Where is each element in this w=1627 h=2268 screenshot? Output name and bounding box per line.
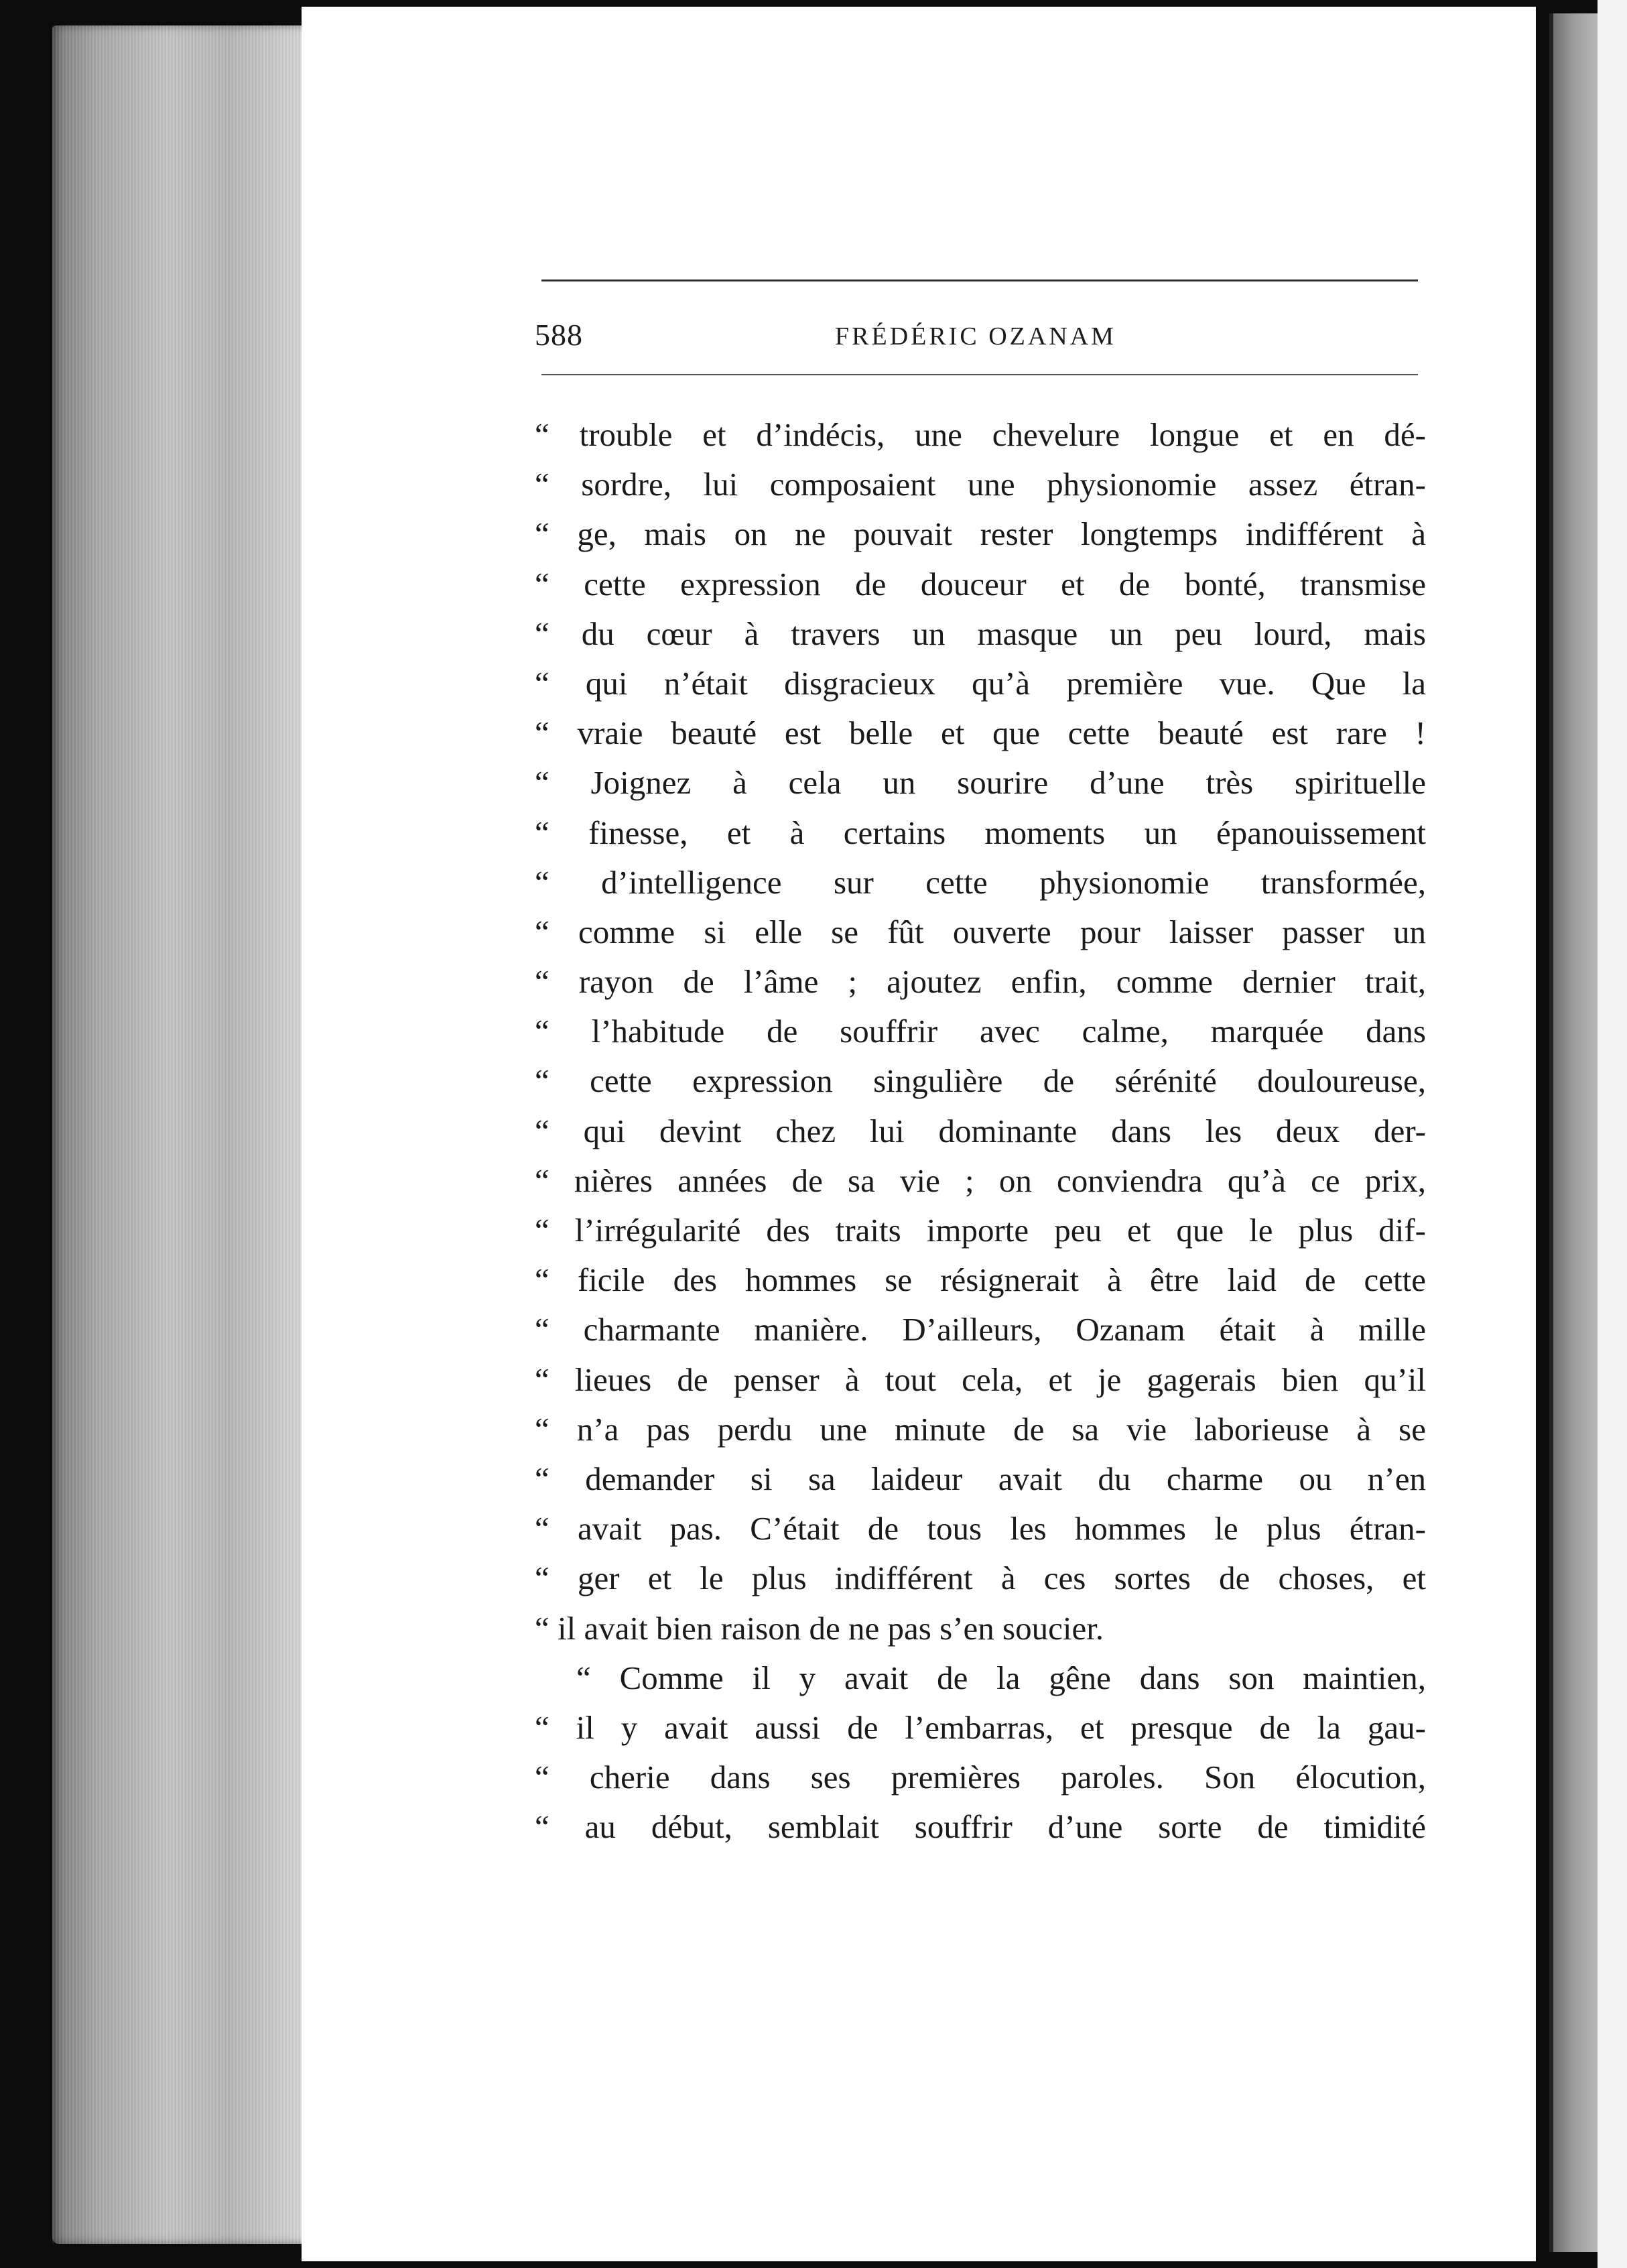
text-line: “ d’intelligence sur cette physionomie transformée, [535,863,1426,901]
text-line: “ cette expression singulière de sérénité douloureuse, [535,1062,1426,1100]
text-line: “ comme si elle se fût ouverte pour laisser passer un [535,913,1426,950]
text-line: “ il y avait aussi de l’embarras, et presque de la gau- [535,1708,1426,1746]
text-line: “ au début, semblait souffrir d’une sorte de timidité [535,1808,1426,1846]
text-line: “ l’habitude de souffrir avec calme, marquée dans [535,1013,1426,1050]
text-line: “ ficile des hommes se résignerait à être laid de cette [535,1261,1426,1299]
page-number: 588 [535,318,583,352]
text-line: “ Joignez à cela un sourire d’une très spirituelle [535,764,1426,802]
header-rule-top [541,279,1418,281]
text-line: “ demander si sa laideur avait du charme ou n’en [535,1460,1426,1497]
header-rule-bottom [541,374,1418,375]
facing-page-edge [1598,0,1627,2268]
text-line: “ lieues de penser à tout cela, et je gagerais bien qu’il [535,1361,1426,1398]
text-line: “ Comme il y avait de la gêne dans son maintien, [576,1659,1426,1696]
text-line: “ qui devint chez lui dominante dans les deux der- [535,1112,1426,1149]
text-line: “ charmante manière. D’ailleurs, Ozanam était à mille [535,1311,1426,1348]
text-line: “ qui n’était disgracieux qu’à première vue. Que la [535,664,1426,702]
text-line: “ ge, mais on ne pouvait rester longtemps indifférent à [535,515,1426,553]
page-gutter [1549,13,1602,2252]
text-line: “ l’irrégularité des traits importe peu et que le plus dif- [535,1212,1426,1249]
text-line: “ vraie beauté est belle et que cette beauté est rare ! [535,714,1426,752]
running-head [535,315,1426,362]
text-line: “ n’a pas perdu une minute de sa vie laborieuse à se [535,1410,1426,1448]
text-line: “ trouble et d’indécis, une chevelure longue et en dé- [535,416,1426,453]
text-line: “ du cœur à travers un masque un peu lourd, mais [535,615,1426,652]
text-line: “ finesse, et à certains moments un épanouissement [535,814,1426,851]
text-line: “ cherie dans ses premières paroles. Son élocution, [535,1759,1426,1796]
text-line: “ cette expression de douceur et de bonté, transmise [535,565,1426,603]
text-line: “ sordre, lui composaient une physionomie assez étran- [535,466,1426,503]
text-line: “ nières années de sa vie ; on conviendra qu’à ce prix, [535,1161,1426,1199]
text-line: “ il avait bien raison de ne pas s’en soucier. [535,1609,1104,1647]
body-text [535,410,1426,1852]
text-line: “ avait pas. C’était de tous les hommes le plus étran- [535,1510,1426,1548]
book-fore-edge [52,25,307,2244]
text-line: “ ger et le plus indifférent à ces sortes de choses, et [535,1560,1426,1597]
running-head-title: FRÉDÉRIC OZANAM [835,322,1116,351]
text-line: “ rayon de l’âme ; ajoutez enfin, comme dernier trait, [535,963,1426,1001]
